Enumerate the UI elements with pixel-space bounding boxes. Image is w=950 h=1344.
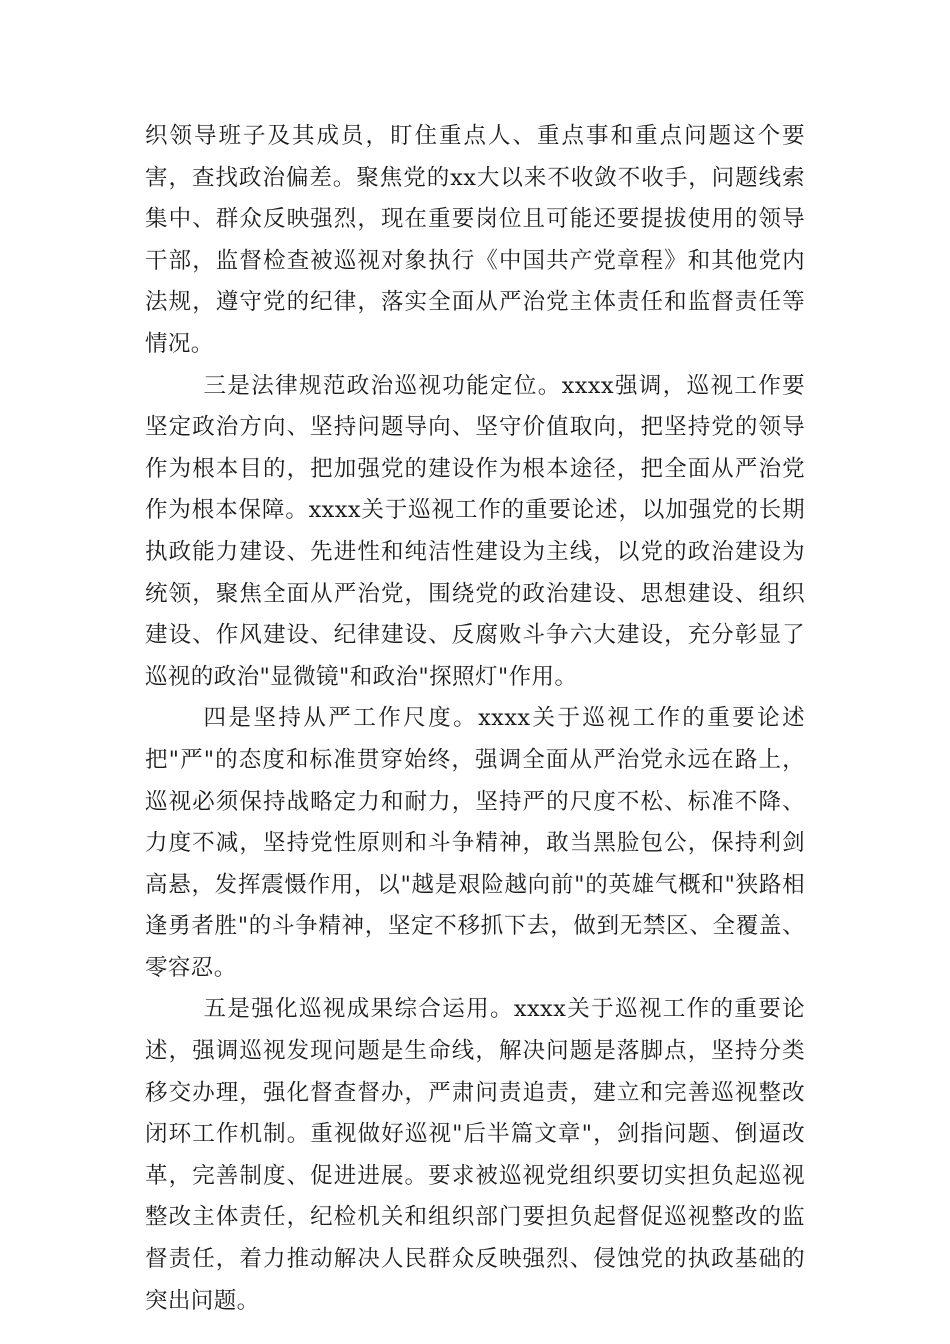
paragraph-point-five: 五是强化巡视成果综合运用。xxxx关于巡视工作的重要论述，强调巡视发现问题是生命线，解决问题是落脚点，坚持分类移交办理，强化督查督办，严肃问责追责，建立和完善巡视整改闭环工作机制。重视做好巡视"后半篇文章"，剑指问题、倒逼改革，完善制度、促进进展。要求被巡视党组织要切实担负起巡视整改主体责任，纪检机关和组织部门要担负起督促巡视整改的监督责任，着力推动解决人民群众反映强烈、侵蚀党的执政基础的突出问题。 bbox=[145, 996, 805, 1314]
paragraph-continuation: 织领导班子及其成员，盯住重点人、重点事和重点问题这个要害，查找政治偏差。聚焦党的xx大以来不收敛不收手，问题线索集中、群众反映强烈，现在重要岗位且可能还要提拔使用的领导干部，监督检查被巡视对象执行《中国共产党章程》和其他党内法规，遵守党的纪律，落实全面从严治党主体责任和监督责任等情况。 bbox=[145, 123, 805, 357]
paragraph-point-four: 四是坚持从严工作尺度。xxxx关于巡视工作的重要论述把"严"的态度和标准贯穿始终，强调全面从严治党永远在路上，巡视必须保持战略定力和耐力，坚持严的尺度不松、标准不降、力度不减，坚持党性原则和斗争精神，敢当黑脸包公，保持利剑高悬，发挥震慑作用，以"越是艰险越向前"的英雄气概和"狭路相逢勇者胜"的斗争精神，坚定不移抓下去，做到无禁区、全覆盖、零容忍。 bbox=[145, 705, 805, 981]
paragraph-point-three: 三是法律规范政治巡视功能定位。xxxx强调，巡视工作要坚定政治方向、坚持问题导向、坚守价值取向，把坚持党的领导作为根本目的，把加强党的建设作为根本途径，把全面从严治党作为根本保障。xxxx关于巡视工作的重要论述，以加强党的长期执政能力建设、先进性和纯洁性建设为主线，以党的政治建设为统领，聚焦全面从严治党，围绕党的政治建设、思想建设、组织建设、作风建设、纪律建设、反腐败斗争六大建设，充分彰显了巡视的政治"显微镜"和政治"探照灯"作用。 bbox=[145, 372, 805, 690]
document-body bbox=[145, 116, 805, 1322]
